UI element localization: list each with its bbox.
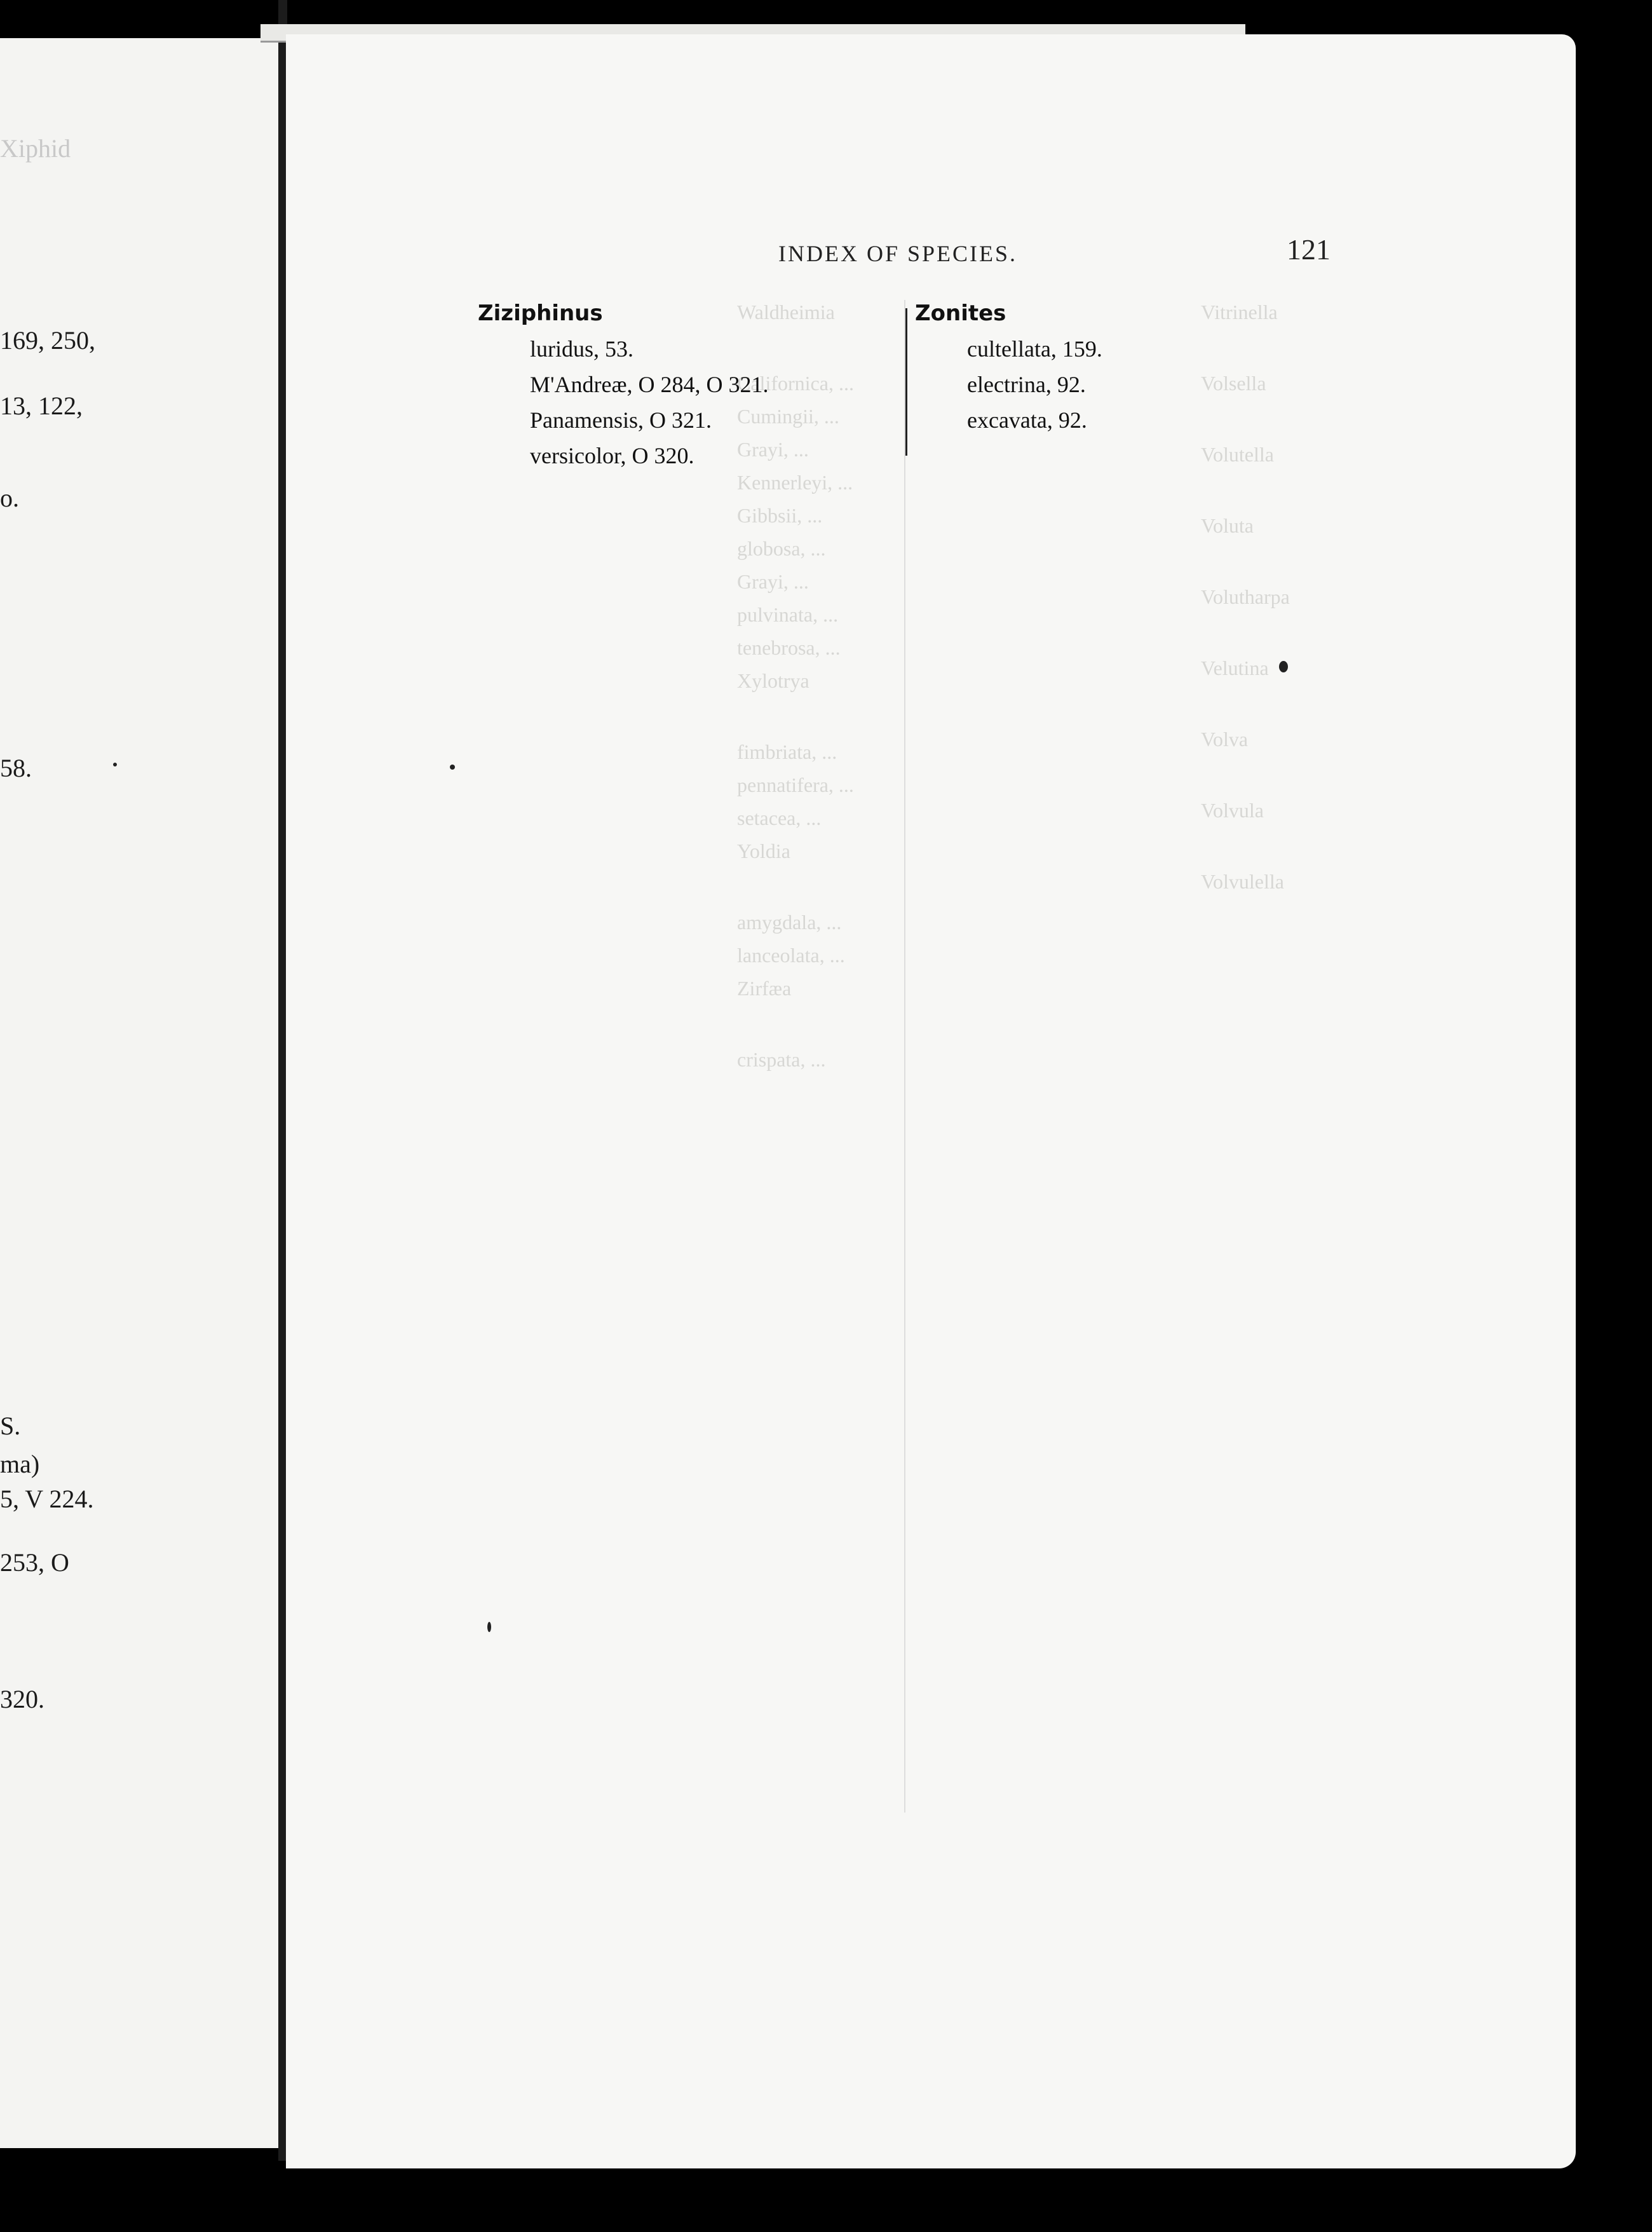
show-through-line: Gibbsii, ... <box>737 504 823 527</box>
species-entry: versicolor, O 320. <box>530 443 694 468</box>
ink-speck <box>450 765 455 770</box>
species-entry: cultellata, 159. <box>967 336 1102 362</box>
show-through-line: setacea, ... <box>737 806 822 829</box>
show-through-rule <box>904 300 905 1813</box>
ink-speck <box>487 1622 491 1632</box>
index-column-zonites <box>915 296 1102 438</box>
show-through-line: Zirfæa <box>737 977 792 1000</box>
show-through-line: lanceolata, ... <box>737 944 845 967</box>
species-entry: electrina, 92. <box>967 372 1086 397</box>
show-through-line: Volvula <box>1201 799 1264 822</box>
show-through-line: Volva <box>1201 728 1249 751</box>
species-entry: M'Andreæ, O 284, O 321. <box>530 372 769 397</box>
previous-page <box>0 38 280 2148</box>
left-fragment: 320. <box>0 1685 44 1713</box>
show-through-line: Voluta <box>1201 514 1254 537</box>
show-through-line: Cumingii, ... <box>737 405 839 428</box>
column-divider <box>905 308 907 456</box>
show-through-line: globosa, ... <box>737 537 826 560</box>
species-entry: Panamensis, O 321. <box>530 407 712 433</box>
show-through-line: pennatifera, ... <box>737 773 854 796</box>
left-fragment: 253, O <box>0 1548 69 1577</box>
show-through-line: Kennerleyi, ... <box>737 471 853 494</box>
ink-speck <box>113 763 117 766</box>
show-through-line: pulvinata, ... <box>737 603 839 626</box>
show-through-line: Vitrinella <box>1201 301 1278 323</box>
show-through-line: Volsella <box>1201 372 1266 395</box>
show-through-line: Xylotrya <box>737 669 809 692</box>
show-through-line: Volutella <box>1201 443 1274 466</box>
show-through-line: Waldheimia <box>737 301 835 323</box>
left-fragment: 169, 250, <box>0 326 95 355</box>
ink-speck <box>1279 661 1288 672</box>
show-through-line: Grayi, ... <box>737 438 809 461</box>
show-through-line: Yoldia <box>737 840 790 862</box>
show-through-right-column <box>1201 296 1290 936</box>
genus-heading: Zonites <box>915 301 1006 326</box>
species-entry: luridus, 53. <box>530 336 634 362</box>
show-through-line: Californica, ... <box>737 372 854 395</box>
index-column-ziziphinus <box>478 296 768 473</box>
running-title: INDEX OF SPECIES. <box>778 241 1018 266</box>
show-through-line: crispata, ... <box>737 1048 826 1071</box>
left-fragment: ma) <box>0 1450 40 1478</box>
species-entry: excavata, 92. <box>967 407 1087 433</box>
show-through-line: Grayi, ... <box>737 570 809 593</box>
left-fragment: S. <box>0 1412 21 1440</box>
show-through-line: Volutharpa <box>1201 585 1290 608</box>
show-through-line: amygdala, ... <box>737 911 842 934</box>
show-through-line: Velutina <box>1201 657 1269 679</box>
show-through-line: Volvulella <box>1201 870 1284 893</box>
page-number: 121 <box>1287 233 1330 266</box>
left-fragment: 5, V 224. <box>0 1485 94 1513</box>
left-fragment: o. <box>0 484 19 512</box>
genus-heading: Ziziphinus <box>478 301 603 326</box>
left-fragment: 58. <box>0 754 32 782</box>
show-through-line: tenebrosa, ... <box>737 636 841 659</box>
show-through-line: fimbriata, ... <box>737 740 837 763</box>
left-fragment-ghost: Xiphid <box>0 134 71 163</box>
left-fragment: 13, 122, <box>0 391 83 420</box>
